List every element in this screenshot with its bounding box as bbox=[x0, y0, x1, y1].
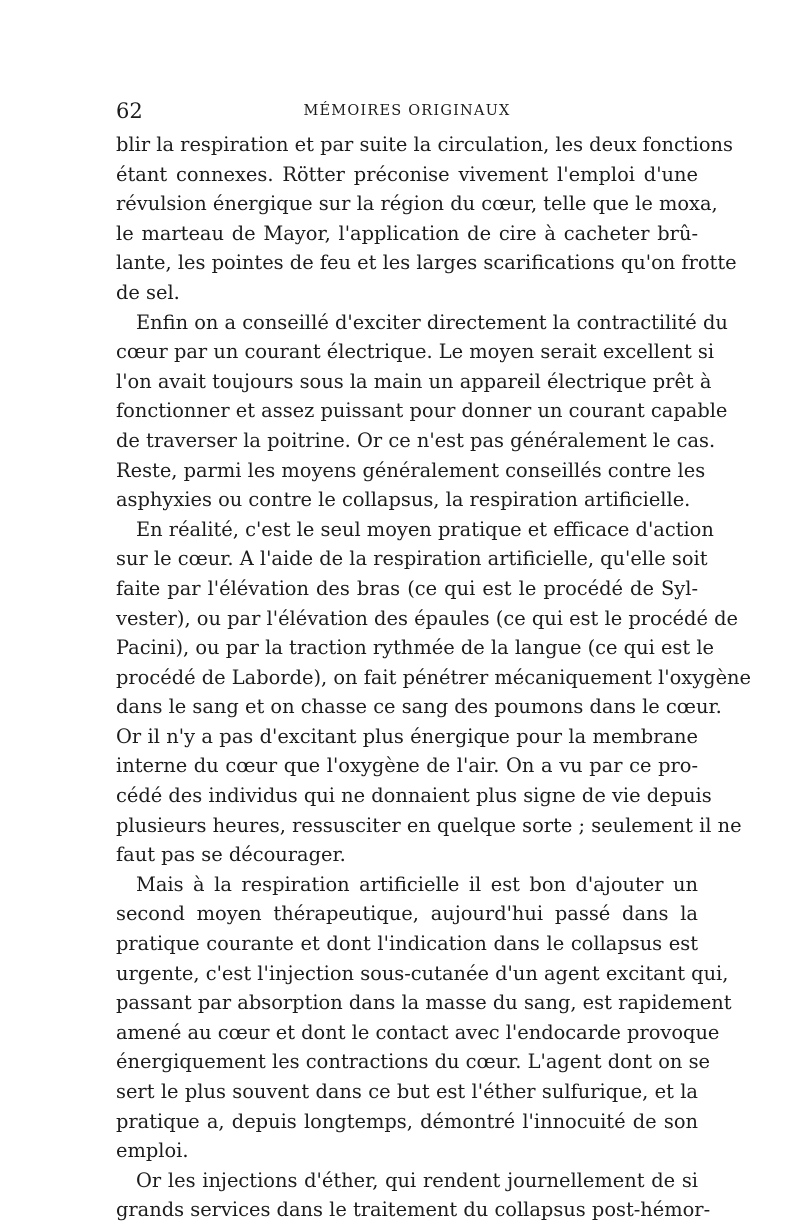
text-line: de traverser la poitrine. Or ce n'est pas généralement le cas. bbox=[116, 428, 716, 452]
text-line-content: En réalité, c'est le seul moyen pratique et efficace d'action bbox=[136, 517, 714, 541]
text-line: faut pas se décourager. bbox=[116, 843, 346, 867]
body-text bbox=[116, 130, 752, 1225]
text-line: lante, les pointes de feu et les larges scarifications qu'on frotte bbox=[116, 251, 737, 275]
text-line: grands services dans le traitement du collapsus post-hémor- bbox=[116, 1198, 711, 1222]
page-number: 62 bbox=[116, 99, 143, 123]
paragraph bbox=[116, 130, 737, 308]
text-line: Pacini), ou par la traction rythmée de la langue (ce qui est le bbox=[116, 636, 715, 660]
running-title: MÉMOIRES ORIGINAUX bbox=[303, 103, 511, 119]
text-line: passant par absorption dans la masse du sang, est rapidement bbox=[116, 991, 732, 1015]
running-head bbox=[116, 96, 698, 126]
paragraph bbox=[116, 1166, 711, 1225]
text-line: sert le plus souvent dans ce but est l'éther sulfurique, et la bbox=[116, 1080, 698, 1103]
text-line-content: Mais à la respiration artificielle il est bon d'ajouter un bbox=[136, 872, 698, 896]
text-line-content: Enfin on a conseillé d'exciter directement la contractilité du bbox=[136, 310, 728, 334]
paragraph bbox=[116, 308, 728, 515]
text-line: emploi. bbox=[116, 1139, 189, 1163]
text-line: asphyxies ou contre le collapsus, la respiration artificielle. bbox=[116, 488, 691, 512]
text-line: de sel. bbox=[116, 280, 180, 304]
text-line: vester), ou par l'élévation des épaules (ce qui est le procédé de bbox=[116, 606, 738, 630]
text-line bbox=[116, 1166, 698, 1196]
text-line: pratique a, depuis longtemps, démontré l'innocuité de son bbox=[116, 1109, 698, 1133]
text-line: pratique courante et dont l'indication dans le collapsus est bbox=[116, 932, 698, 956]
text-line: Reste, parmi les moyens généralement conseillés contre les bbox=[116, 458, 706, 482]
text-line: Or il n'y a pas d'excitant plus énergique pour la membrane bbox=[116, 724, 698, 748]
text-line: blir la respiration et par suite la circulation, les deux fonctions bbox=[116, 133, 733, 156]
text-line: interne du cœur que l'oxygène de l'air. On a vu par ce pro- bbox=[116, 754, 698, 778]
paragraph bbox=[116, 870, 732, 1166]
text-line: urgente, c'est l'injection sous-cutanée d'un agent excitant qui, bbox=[116, 961, 729, 985]
text-line: procédé de Laborde), on fait pénétrer mécaniquement l'oxygène bbox=[116, 665, 752, 689]
text-line bbox=[116, 515, 714, 545]
text-line bbox=[116, 870, 698, 900]
text-line: révulsion énergique sur la région du cœur, telle que le moxa, bbox=[116, 192, 718, 216]
text-line: faite par l'élévation des bras (ce qui est le procédé de Syl- bbox=[116, 576, 698, 600]
paragraph bbox=[116, 515, 752, 870]
text-line: fonctionner et assez puissant pour donner un courant capable bbox=[116, 399, 728, 423]
text-line: amené au cœur et dont le contact avec l'endocarde provoque bbox=[116, 1020, 720, 1044]
text-line: le marteau de Mayor, l'application de cire à cacheter brû- bbox=[116, 221, 698, 245]
text-line bbox=[116, 308, 728, 338]
text-line: étant connexes. Rötter préconise vivement l'emploi d'une bbox=[116, 162, 698, 186]
text-line: second moyen thérapeutique, aujourd'hui passé dans la bbox=[116, 902, 698, 926]
text-line-content: Or les injections d'éther, qui rendent journellement de si bbox=[136, 1168, 698, 1192]
text-line: l'on avait toujours sous la main un appareil électrique prêt à bbox=[116, 369, 712, 393]
text-line: cœur par un courant électrique. Le moyen serait excellent si bbox=[116, 340, 715, 364]
text-line: énergiquement les contractions du cœur. L'agent dont on se bbox=[116, 1050, 711, 1074]
text-line: dans le sang et on chasse ce sang des poumons dans le cœur. bbox=[116, 695, 722, 719]
text-line: cédé des individus qui ne donnaient plus signe de vie depuis bbox=[116, 784, 712, 808]
text-line: plusieurs heures, ressusciter en quelque sorte ; seulement il ne bbox=[116, 813, 742, 837]
text-line: sur le cœur. A l'aide de la respiration artificielle, qu'elle soit bbox=[116, 547, 708, 571]
